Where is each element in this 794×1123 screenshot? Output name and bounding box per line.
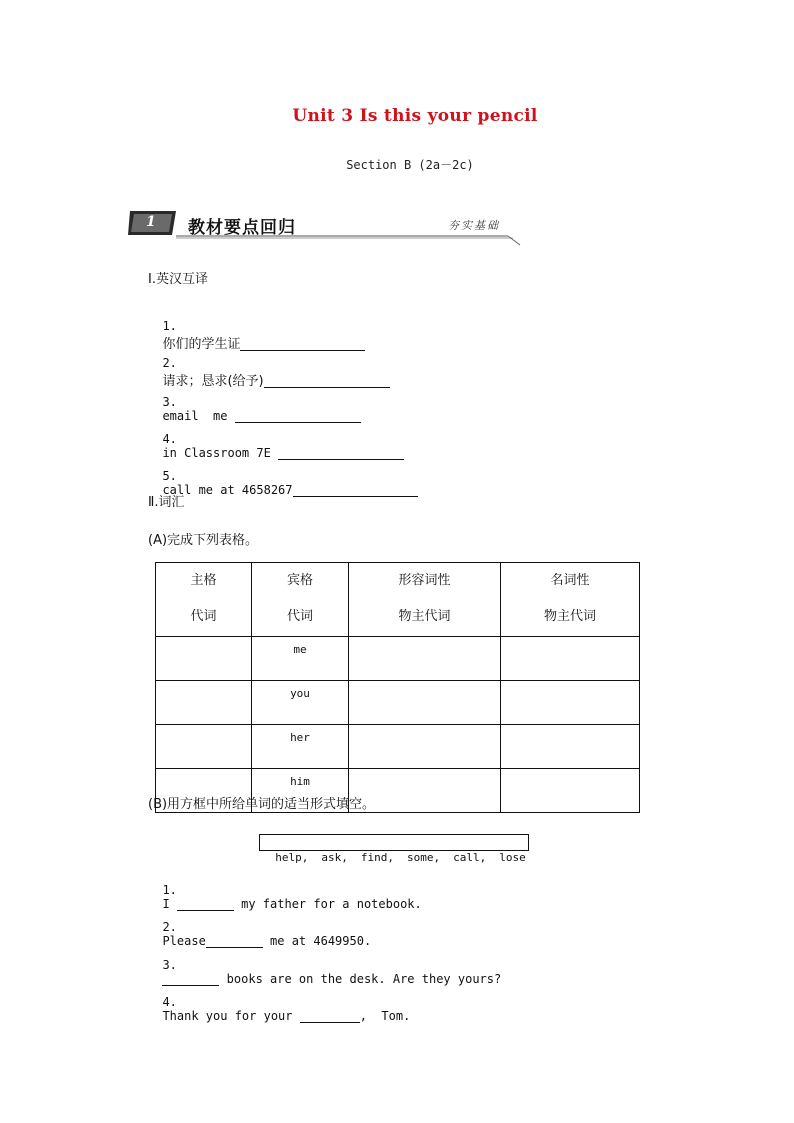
table-row <box>156 725 640 769</box>
item-number: 4. <box>162 432 177 446</box>
fill-sentence-2 <box>148 906 371 948</box>
table-header-cell: 主格 代词 <box>156 563 252 637</box>
table-cell[interactable] <box>501 637 640 681</box>
section2-heading: Ⅱ.词汇 <box>148 495 185 510</box>
table-header-cell: 形容词性 物主代词 <box>349 563 501 637</box>
banner-number: 1 <box>146 214 156 230</box>
section1-heading: Ⅰ.英汉互译 <box>148 272 208 287</box>
sentence-before: Thank you for your <box>162 1009 300 1023</box>
table-cell[interactable] <box>501 725 640 769</box>
word-item: some, <box>407 851 441 864</box>
part-b-instruction: (B)用方框中所给单词的适当形式填空。 <box>148 797 376 812</box>
table-cell[interactable] <box>156 725 252 769</box>
item-text: 请求；恳求(给予) <box>162 374 264 389</box>
sentence-before: Please <box>162 934 206 948</box>
table-cell[interactable] <box>349 681 501 725</box>
table-header-cell: 名词性 物主代词 <box>501 563 640 637</box>
translation-item-4 <box>148 418 404 460</box>
word-item: call, <box>453 851 487 864</box>
table-row <box>156 637 640 681</box>
item-number: 2. <box>162 920 177 934</box>
table-cell[interactable] <box>156 681 252 725</box>
table-cell: him <box>252 769 349 813</box>
table-cell[interactable] <box>501 681 640 725</box>
table-cell: her <box>252 725 349 769</box>
section-banner <box>128 205 524 247</box>
item-text: call me at 4658267 <box>162 483 293 497</box>
banner-label: 教材要点回归 <box>188 218 296 238</box>
word-item: ask, <box>321 851 348 864</box>
item-number: 3. <box>162 395 177 409</box>
word-item: find, <box>360 851 394 864</box>
item-number: 5. <box>162 469 177 483</box>
page-title: Unit 3 Is this your pencil <box>292 106 538 126</box>
item-number: 1. <box>162 319 177 333</box>
item-number: 2. <box>162 356 177 370</box>
item-number: 1. <box>162 883 177 897</box>
table-cell[interactable] <box>349 725 501 769</box>
item-number: 3. <box>162 958 177 972</box>
answer-blank[interactable] <box>293 483 418 497</box>
table-cell: you <box>252 681 349 725</box>
table-cell[interactable] <box>156 637 252 681</box>
item-number: 4. <box>162 995 177 1009</box>
sentence-after: me at 4649950. <box>262 934 372 948</box>
banner-sublabel: 夯实基础 <box>448 219 500 232</box>
section-subtitle: Section B (2a－2c) <box>346 158 474 172</box>
translation-item-5 <box>148 455 418 497</box>
word-box <box>259 834 529 864</box>
answer-blank[interactable] <box>300 1009 360 1023</box>
table-row <box>156 681 640 725</box>
sentence-after: my father for a notebook. <box>233 897 422 911</box>
item-text: email me <box>162 409 235 423</box>
sentence-before: I <box>162 897 177 911</box>
item-text: in Classroom 7E <box>162 446 279 460</box>
table-header-cell: 宾格 代词 <box>252 563 349 637</box>
table-cell[interactable] <box>349 637 501 681</box>
word-item: lose <box>499 851 526 864</box>
pronoun-table <box>155 562 640 813</box>
table-cell[interactable] <box>501 769 640 813</box>
sentence-after: , Tom. <box>359 1009 411 1023</box>
translation-item-3 <box>148 381 361 423</box>
part-a-instruction: (A)完成下列表格。 <box>148 533 259 548</box>
table-header-row <box>156 563 640 637</box>
fill-sentence-4 <box>148 981 410 1023</box>
table-cell: me <box>252 637 349 681</box>
item-text: 你们的学生证 <box>162 337 241 352</box>
fill-sentence-1 <box>148 869 422 911</box>
fill-sentence-3 <box>148 944 501 986</box>
word-item: help, <box>275 851 309 864</box>
sentence-after: books are on the desk. Are they yours? <box>219 972 502 986</box>
